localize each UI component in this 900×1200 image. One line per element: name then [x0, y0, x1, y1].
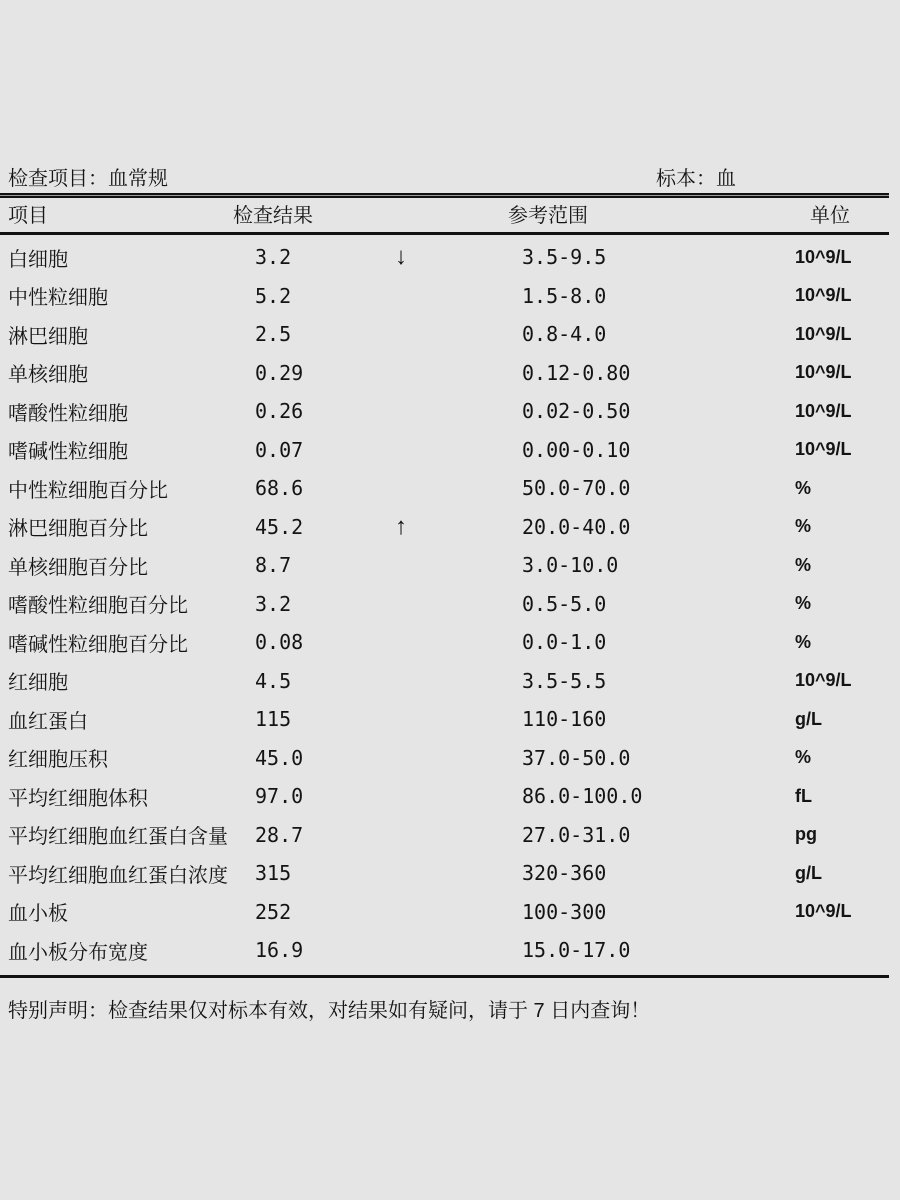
row-result-value: 0.07 [255, 437, 304, 462]
row-unit: 10^9/L [795, 670, 852, 691]
row-reference-range: 3.5-5.5 [522, 668, 607, 693]
row-item-name: 平均红细胞体积 [8, 787, 148, 810]
table-row [0, 816, 900, 855]
row-unit: g/L [795, 862, 822, 883]
row-reference-range: 20.0-40.0 [522, 514, 631, 539]
row-result-value: 2.5 [255, 322, 292, 347]
table-row [0, 777, 900, 816]
row-reference-range: 15.0-17.0 [522, 938, 631, 963]
row-reference-range: 0.5-5.0 [522, 591, 607, 616]
row-reference-range: 320-360 [522, 861, 607, 886]
disclaimer-text: 特别声明：检查结果仅对标本有效，对结果如有疑问，请于 7 日内查询！ [8, 1000, 651, 1022]
row-result-value: 4.5 [255, 668, 292, 693]
row-reference-range: 27.0-31.0 [522, 822, 631, 847]
exam-type-label: 检查项目：血常规 [8, 168, 168, 190]
row-reference-range: 0.8-4.0 [522, 322, 607, 347]
row-reference-range: 0.02-0.50 [522, 399, 631, 424]
table-body [0, 238, 900, 970]
row-item-name: 单核细胞 [8, 364, 88, 387]
row-item-name: 嗜酸性粒细胞百分比 [8, 595, 188, 618]
row-reference-range: 0.00-0.10 [522, 437, 631, 462]
row-result-value: 3.2 [255, 245, 292, 270]
row-item-name: 红细胞 [8, 672, 68, 695]
table-row [0, 354, 900, 393]
row-item-name: 血小板 [8, 903, 68, 926]
row-item-name: 嗜酸性粒细胞 [8, 402, 128, 425]
table-row [0, 431, 900, 470]
row-result-value: 68.6 [255, 476, 304, 501]
row-result-value: 45.0 [255, 745, 304, 770]
row-reference-range: 3.5-9.5 [522, 245, 607, 270]
row-result-value: 45.2 [255, 514, 304, 539]
row-reference-range: 1.5-8.0 [522, 283, 607, 308]
row-result-value: 0.29 [255, 360, 304, 385]
table-row [0, 277, 900, 316]
row-result-value: 115 [255, 707, 292, 732]
row-item-name: 平均红细胞血红蛋白含量 [8, 826, 228, 849]
column-header-item: 项目 [8, 205, 48, 227]
row-item-name: 单核细胞百分比 [8, 556, 148, 579]
row-result-value: 5.2 [255, 283, 292, 308]
row-item-name: 血小板分布宽度 [8, 941, 148, 964]
table-row [0, 238, 900, 277]
table-row [0, 662, 900, 701]
row-result-value: 28.7 [255, 822, 304, 847]
row-unit: % [795, 554, 812, 575]
row-result-value: 8.7 [255, 553, 292, 578]
column-header-unit: 单位 [810, 205, 850, 227]
table-header-rule [0, 232, 889, 235]
row-reference-range: 0.0-1.0 [522, 630, 607, 655]
row-result-value: 16.9 [255, 938, 304, 963]
row-result-value: 97.0 [255, 784, 304, 809]
row-result-value: 3.2 [255, 591, 292, 616]
table-row [0, 585, 900, 624]
row-unit: 10^9/L [795, 285, 852, 306]
row-reference-range: 110-160 [522, 707, 607, 732]
table-row [0, 623, 900, 662]
row-unit: fL [795, 785, 812, 806]
row-item-name: 淋巴细胞 [8, 325, 88, 348]
row-item-name: 中性粒细胞百分比 [8, 479, 168, 502]
row-unit: 10^9/L [795, 439, 852, 460]
table-bottom-rule [0, 975, 889, 978]
row-unit: % [795, 631, 812, 652]
row-unit: 10^9/L [795, 400, 852, 421]
table-header-row [0, 200, 900, 232]
row-reference-range: 86.0-100.0 [522, 784, 643, 809]
row-result-value: 0.26 [255, 399, 304, 424]
table-row [0, 315, 900, 354]
table-row [0, 546, 900, 585]
row-item-name: 嗜碱性粒细胞百分比 [8, 633, 188, 656]
row-unit: % [795, 477, 812, 498]
row-reference-range: 3.0-10.0 [522, 553, 619, 578]
row-unit: 10^9/L [795, 246, 852, 267]
row-result-value: 0.08 [255, 630, 304, 655]
table-row [0, 931, 900, 970]
row-result-value: 315 [255, 861, 292, 886]
abnormal-flag-icon: ↓ [395, 243, 407, 271]
row-item-name: 嗜碱性粒细胞 [8, 441, 128, 464]
table-row [0, 508, 900, 547]
row-unit: 10^9/L [795, 323, 852, 344]
row-item-name: 血红蛋白 [8, 710, 88, 733]
row-item-name: 红细胞压积 [8, 749, 108, 772]
table-row [0, 854, 900, 893]
row-item-name: 平均红细胞血红蛋白浓度 [8, 864, 228, 887]
row-unit: % [795, 516, 812, 537]
report-title-row [0, 166, 900, 192]
row-result-value: 252 [255, 899, 292, 924]
row-unit: 10^9/L [795, 362, 852, 383]
row-item-name: 淋巴细胞百分比 [8, 518, 148, 541]
column-header-result: 检查结果 [233, 205, 313, 227]
specimen-label: 标本：血 [656, 168, 736, 190]
row-reference-range: 37.0-50.0 [522, 745, 631, 770]
row-unit: 10^9/L [795, 901, 852, 922]
table-row [0, 392, 900, 431]
table-row [0, 893, 900, 932]
abnormal-flag-icon: ↑ [395, 512, 407, 540]
row-unit: g/L [795, 708, 822, 729]
row-item-name: 中性粒细胞 [8, 287, 108, 310]
row-unit: % [795, 747, 812, 768]
row-unit: % [795, 593, 812, 614]
column-header-reference: 参考范围 [508, 205, 588, 227]
row-reference-range: 100-300 [522, 899, 607, 924]
row-item-name: 白细胞 [8, 248, 68, 271]
row-reference-range: 50.0-70.0 [522, 476, 631, 501]
table-row [0, 739, 900, 778]
row-unit: pg [795, 824, 817, 845]
row-reference-range: 0.12-0.80 [522, 360, 631, 385]
table-top-rule [0, 193, 889, 198]
table-row [0, 700, 900, 739]
table-row [0, 469, 900, 508]
